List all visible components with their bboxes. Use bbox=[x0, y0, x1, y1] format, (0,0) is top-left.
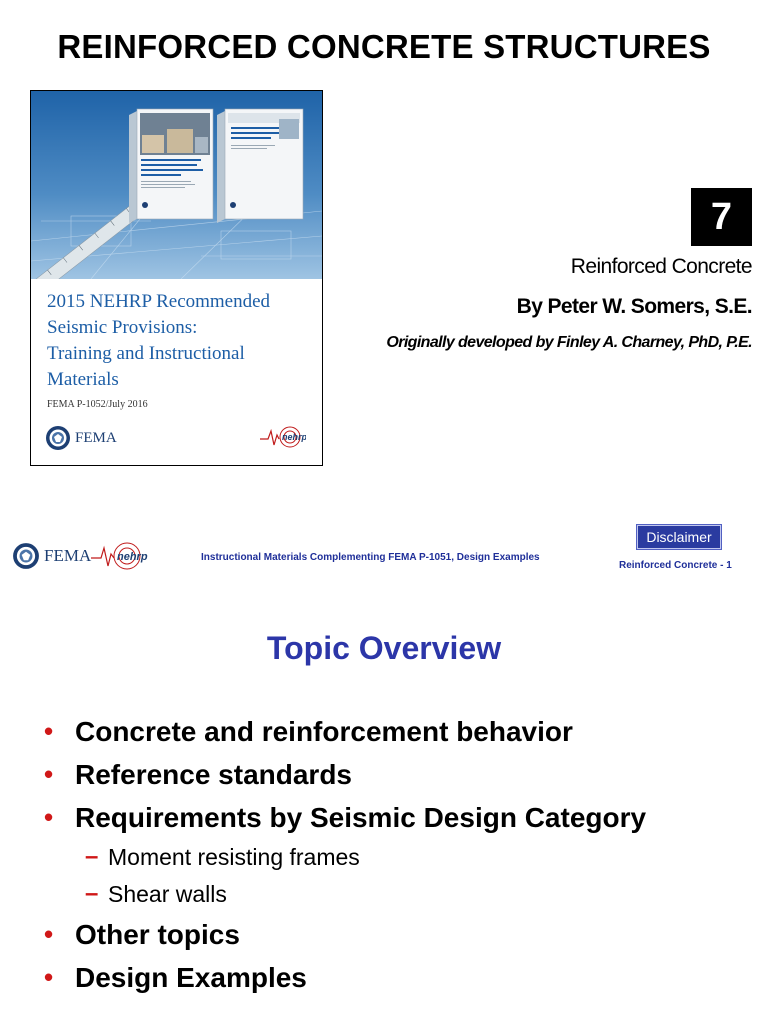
sub-list-item bbox=[44, 839, 646, 876]
list-item bbox=[44, 710, 646, 753]
module-title: Reinforced Concrete bbox=[570, 255, 752, 278]
nehrp-wordmark: nehrp bbox=[117, 551, 148, 563]
book-cover-image bbox=[30, 90, 323, 466]
fema-wordmark: FEMA bbox=[44, 546, 92, 565]
list-item bbox=[44, 956, 646, 999]
footer-logos bbox=[12, 540, 149, 572]
bullet-dot: • bbox=[44, 919, 54, 949]
book-2-image bbox=[217, 109, 303, 223]
author-line: By Peter W. Somers, S.E. bbox=[516, 295, 752, 318]
nehrp-logo-image bbox=[260, 423, 306, 449]
book-1-image bbox=[129, 109, 213, 223]
cover-fema-logo bbox=[45, 425, 117, 451]
cover-title-line: 2015 NEHRP Recommended bbox=[47, 291, 271, 312]
sub-bullet-text: Shear walls bbox=[108, 881, 227, 907]
slide-number-label: Reinforced Concrete - 1 bbox=[619, 560, 732, 571]
cover-blueprint-image bbox=[31, 91, 322, 279]
cover-publication-code: FEMA P-1052/July 2016 bbox=[47, 399, 148, 410]
module-number-badge: 7 bbox=[691, 188, 752, 246]
list-item bbox=[44, 913, 646, 956]
original-author-line: Originally developed by Finley A. Charney, PhD, P.E. bbox=[386, 334, 752, 351]
disclaimer-button[interactable]: Disclaimer bbox=[636, 524, 722, 550]
nehrp-wordmark: nehrp bbox=[282, 432, 306, 442]
bullet-text: Design Examples bbox=[75, 962, 307, 993]
sub-bullet-dash: – bbox=[85, 880, 99, 907]
bullet-text: Reference standards bbox=[75, 759, 353, 790]
cover-title-line: Materials bbox=[47, 369, 119, 390]
sub-list-item bbox=[44, 876, 646, 913]
footer-caption: Instructional Materials Complementing FEMA P-1051, Design Examples bbox=[201, 552, 540, 563]
dhs-seal-icon bbox=[45, 425, 71, 451]
bullet-list bbox=[44, 710, 646, 999]
bullet-text: Other topics bbox=[75, 919, 240, 950]
bullet-dot: • bbox=[44, 962, 54, 992]
bullet-dot: • bbox=[44, 802, 54, 832]
cover-title bbox=[47, 289, 317, 393]
bullet-dot: • bbox=[44, 759, 54, 789]
fema-wordmark: FEMA bbox=[75, 429, 117, 446]
bullet-text: Requirements by Seismic Design Category bbox=[75, 802, 647, 833]
bullet-dot: • bbox=[44, 716, 54, 746]
topic-overview-slide bbox=[0, 600, 768, 1024]
sub-bullet-text: Moment resisting frames bbox=[108, 844, 360, 870]
list-item bbox=[44, 753, 646, 796]
slide-title: Topic Overview bbox=[266, 630, 502, 666]
sub-bullet-dash: – bbox=[85, 843, 99, 870]
slide-title: REINFORCED CONCRETE STRUCTURES bbox=[57, 28, 711, 65]
bullet-text: Concrete and reinforcement behavior bbox=[75, 716, 573, 747]
list-item bbox=[44, 796, 646, 839]
nehrp-logo-image bbox=[91, 540, 149, 572]
dhs-seal-icon bbox=[12, 542, 40, 570]
cover-title-line: Seismic Provisions: bbox=[47, 317, 198, 338]
cover-title-line: Training and Instructional bbox=[47, 343, 245, 364]
cover-nehrp-logo bbox=[260, 423, 306, 454]
